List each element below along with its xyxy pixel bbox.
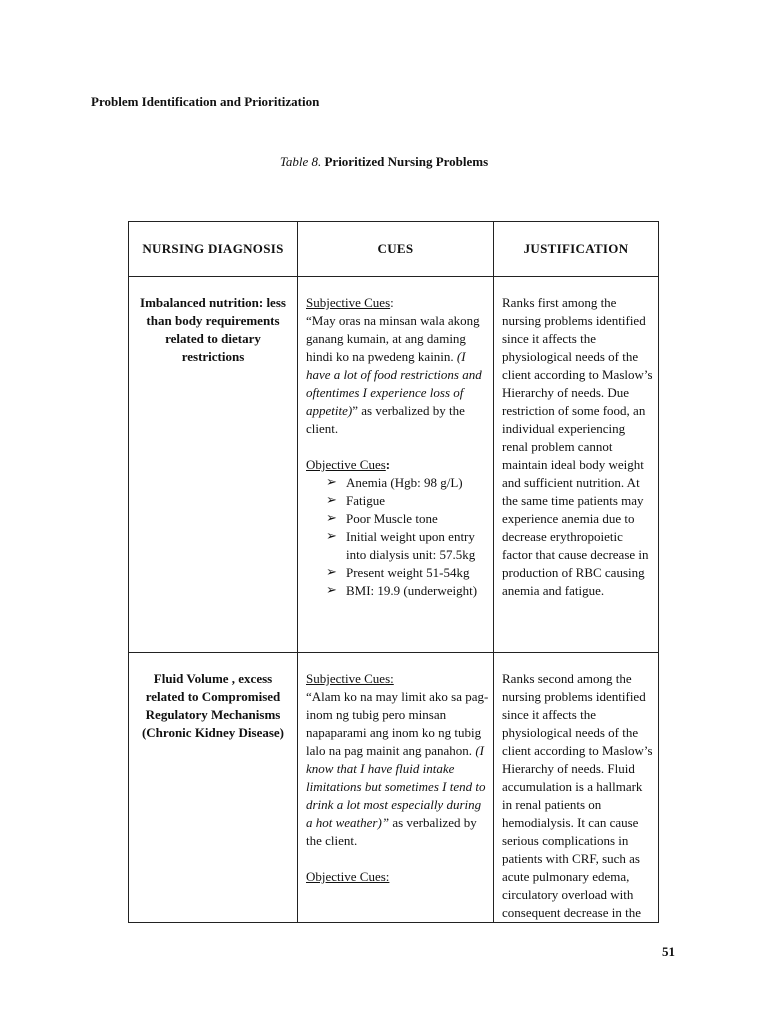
spacer — [306, 850, 489, 868]
objective-cues-label: Objective Cues: — [306, 869, 390, 884]
objective-cue-text: Present weight 51-54kg — [346, 565, 470, 580]
objective-cue-text: Initial weight upon entry into dialysis unit: 57.5kg — [346, 529, 476, 562]
header-label: CUES — [377, 241, 414, 256]
list-item — [324, 474, 489, 492]
list-item — [324, 492, 489, 510]
header-label: JUSTIFICATION — [523, 241, 629, 256]
objective-cues-colon: : — [385, 457, 391, 472]
subjective-suffix: as verbalized by the client. — [306, 815, 477, 848]
subjective-cues-text — [306, 312, 489, 438]
list-item — [324, 510, 489, 528]
diagnosis-cell — [129, 277, 298, 653]
header-justification — [494, 222, 659, 277]
objective-cues-list — [306, 474, 489, 600]
arrowhead-bullet-icon: ➢ — [326, 565, 337, 580]
objective-cues-heading — [306, 456, 489, 474]
arrowhead-bullet-icon: ➢ — [326, 583, 337, 598]
section-heading: Problem Identification and Prioritization — [91, 94, 320, 109]
spacer — [306, 438, 489, 456]
table-header-row — [129, 222, 659, 277]
objective-cue-text: BMI: 19.9 (underweight) — [346, 583, 478, 598]
arrowhead-bullet-icon: ➢ — [326, 529, 337, 544]
objective-cues-heading — [306, 868, 489, 886]
table-caption-label: Table 8. — [279, 154, 322, 169]
subjective-suffix: ” as verbalized by the client. — [306, 403, 465, 436]
list-item — [324, 528, 489, 564]
table-caption-title: Prioritized Nursing Problems — [324, 154, 489, 169]
arrowhead-bullet-icon: ➢ — [326, 493, 337, 508]
objective-cue-text: Fatigue — [346, 493, 385, 508]
diagnosis-text: Imbalanced nutrition: less than body requirements related to dietary restrictions — [140, 295, 286, 364]
header-label: NURSING DIAGNOSIS — [142, 241, 284, 256]
nursing-problems-table-container — [128, 221, 659, 923]
header-cues — [298, 222, 494, 277]
subjective-cues-colon: : — [390, 295, 394, 310]
objective-cue-text: Poor Muscle tone — [346, 511, 438, 526]
arrowhead-bullet-icon: ➢ — [326, 511, 337, 526]
subjective-cues-text — [306, 688, 489, 850]
cues-cell — [298, 653, 494, 923]
objective-cues-label: Objective Cues — [306, 457, 386, 472]
list-item — [324, 564, 489, 582]
header-nursing-diagnosis — [129, 222, 298, 277]
table-row — [129, 277, 659, 653]
justification-text: Ranks second among the nursing problems identified since it affects the physiological needs of the client according to Maslow’s Hierarchy of needs. Fluid accumulation is a hallmark in renal patients on hemodialysis. It can cause serious complications in patients with CRF, such as acute pulmonary edema, circulatory overload with consequent decrease in the — [502, 671, 653, 920]
table-row — [129, 653, 659, 923]
subjective-translation: (I have a lot of food restrictions and oftentimes I experience loss of appetite) — [306, 349, 482, 418]
subjective-cues-heading — [306, 294, 489, 312]
justification-text: Ranks first among the nursing problems identified since it affects the physiological needs of the client according to Maslow’s Hierarchy of needs. Due restriction of some food, an individual experiencing renal problem cannot maintain ideal body weight and sufficient nutrition. At the same time patients may experience anemia due to decrease erythropoietic factor that cause decrease in production of RBC causing anemia and fatigue. — [502, 295, 653, 598]
list-item — [324, 582, 489, 600]
cues-cell — [298, 277, 494, 653]
table-caption — [0, 154, 768, 170]
page-number: 51 — [662, 944, 675, 959]
nursing-problems-table — [128, 221, 659, 923]
subjective-cues-label: Subjective Cues — [306, 295, 391, 310]
justification-cell — [494, 277, 659, 653]
diagnosis-text: Fluid Volume , excess related to Compromised Regulatory Mechanisms (Chronic Kidney Disease) — [141, 671, 285, 740]
subjective-cues-heading — [306, 670, 489, 688]
subjective-quote: “May oras na minsan wala akong ganang kumain, at ang daming hindi ko na pwedeng kainin. — [306, 313, 480, 364]
subjective-cues-label: Subjective Cues: — [306, 671, 394, 686]
arrowhead-bullet-icon: ➢ — [326, 475, 337, 490]
diagnosis-cell — [129, 653, 298, 923]
objective-cue-text: Anemia (Hgb: 98 g/L) — [346, 475, 463, 490]
subjective-translation: (I know that I have fluid intake limitations but sometimes I tend to drink a lot most especially during a hot weather)” — [306, 743, 486, 830]
subjective-quote: “Alam ko na may limit ako sa pag-inom ng tubig pero minsan napaparami ang inom ko ng tubig lalo na pag mainit ang panahon. — [306, 689, 489, 758]
justification-cell — [494, 653, 659, 923]
